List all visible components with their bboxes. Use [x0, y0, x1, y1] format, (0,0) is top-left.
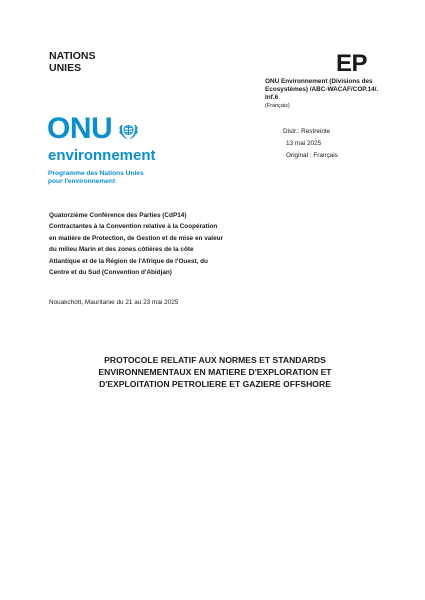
conference-line: Quatorzième Conférence des Parties (CdP14)	[49, 212, 187, 219]
place-date: Nouakchott, Mauritanie du 21 au 23 mai 2025	[49, 299, 179, 306]
un-laurel-emblem-icon	[116, 118, 141, 143]
distribution-status: Distr.: Restreinte	[283, 128, 331, 135]
conference-line: du milieu Marin et des zones côtières de la côte	[49, 246, 194, 254]
distribution-block	[283, 126, 338, 162]
doc-code: EP	[336, 50, 368, 77]
logo-program-line2: pour l'environnement	[48, 178, 116, 185]
conference-line: Contractantes à la Convention relative à la Coopération	[49, 223, 218, 231]
conference-line: Atlantique et de la Région de l'Afrique de l'Ouest, du	[49, 257, 208, 265]
conference-block	[49, 210, 279, 278]
doc-symbol-line2: Ecosystèmes) /ABC-WACAF/COP.14/.	[265, 86, 379, 93]
doc-symbol	[265, 78, 405, 110]
doc-symbol-line3: Inf.6	[265, 94, 279, 101]
logo-program-text	[48, 170, 168, 186]
logo-program-line1: Programme des Nations Unies	[48, 170, 144, 177]
conference-line: en matière de Protection, de Gestion et de mise en valeur	[49, 234, 224, 242]
document-title-line2: ENVIRONNEMENTAUX EN MATIERE D'EXPLORATION ET	[98, 367, 332, 377]
org-name	[49, 50, 95, 74]
document-title-line3: D'EXPLOITATION PETROLIERE ET GAZIERE OFFSHORE	[99, 379, 331, 389]
original-language: Original : Français	[286, 152, 338, 159]
document-title-line1: PROTOCOLE RELATIF AUX NORMES ET STANDARDS	[104, 355, 326, 365]
logo-environnement-text: environnement	[48, 147, 156, 164]
logo-onu-text: ONU	[47, 112, 113, 145]
org-name-line1: NATIONS	[49, 50, 96, 62]
doc-language: (Français)	[265, 103, 290, 109]
doc-symbol-line1: ONU Environnement (Divisions des	[265, 78, 373, 85]
document-date: 13 mai 2025	[286, 140, 322, 147]
conference-line: Centre et du Sud (Convention d'Abidjan)	[49, 269, 172, 277]
document-title	[70, 354, 360, 390]
org-name-line2: UNIES	[49, 62, 82, 74]
